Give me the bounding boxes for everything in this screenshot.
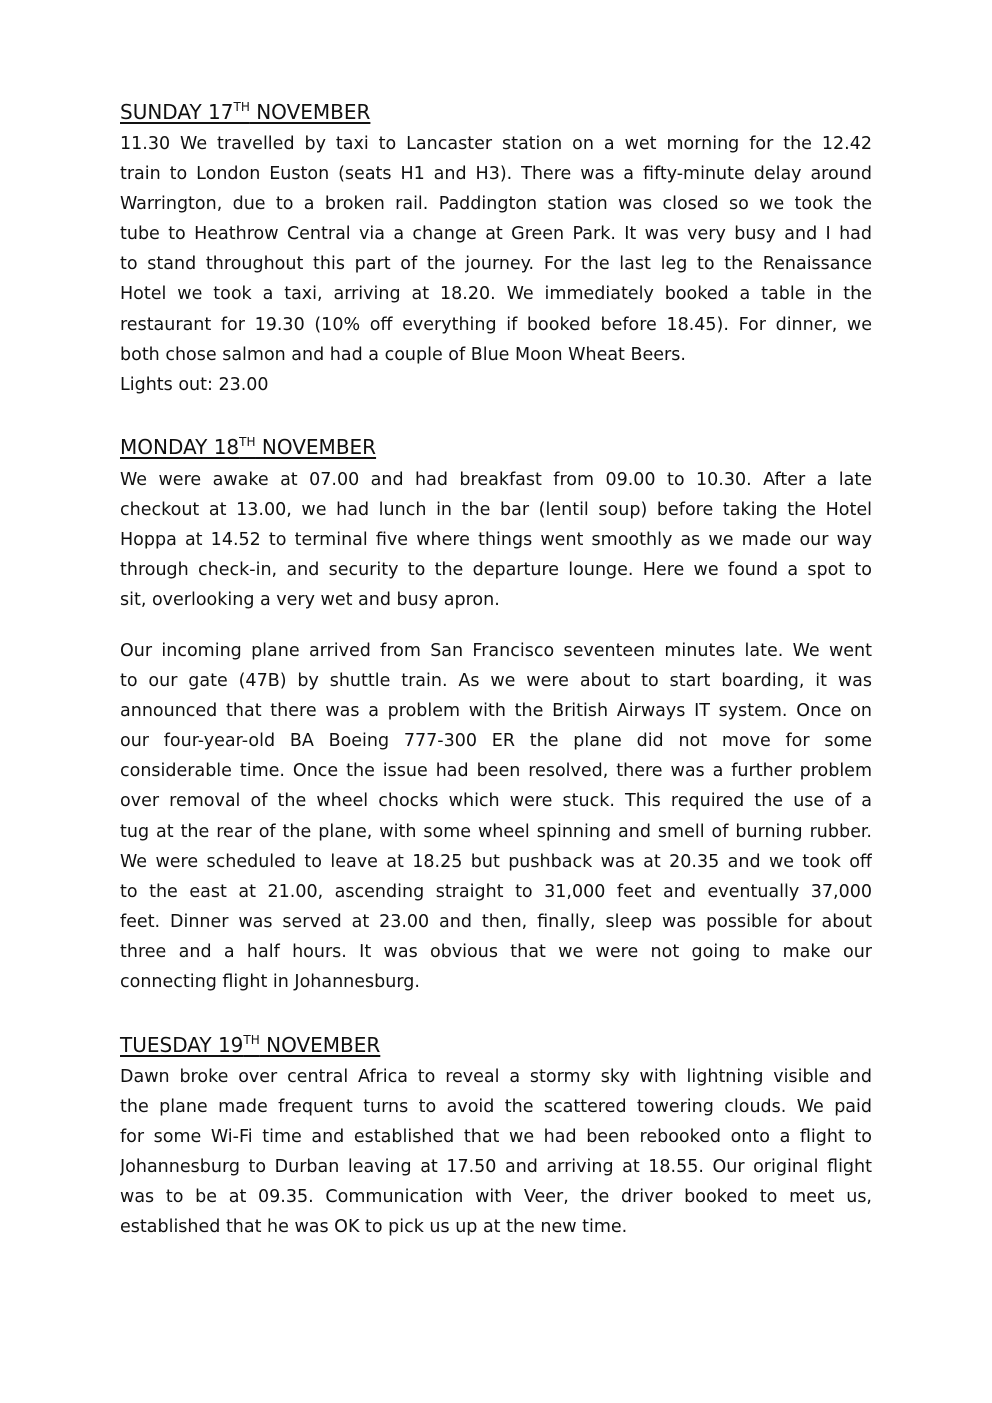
- text-line: over removal of the wheel chocks which were stuck. This required the use of a: [120, 791, 872, 812]
- paragraph: [120, 636, 872, 997]
- text-line: We were awake at 07.00 and had breakfast from 09.00 to 10.30. After a late: [120, 470, 872, 490]
- day-heading: [120, 432, 872, 462]
- text-line: our four-year-old BA Boeing 777-300 ER the plane did not move for some: [120, 731, 872, 752]
- text-line: through check-in, and security to the departure lounge. Here we found a spot to: [120, 560, 872, 581]
- text-line: We were scheduled to leave at 18.25 but pushback was at 20.35 and we took off: [120, 851, 872, 872]
- text-line: connecting flight in Johannesburg.: [120, 972, 420, 993]
- text-line: Dawn broke over central Africa to reveal a stormy sky with lightning visible and: [120, 1067, 872, 1087]
- text-line: for some Wi-Fi time and established that we had been rebooked onto a flight to: [120, 1127, 872, 1148]
- paragraph: [120, 465, 872, 615]
- heading-ordinal: TH: [239, 435, 256, 449]
- day-heading-text: [120, 435, 376, 459]
- text-line: announced that there was a problem with the British Airways IT system. Once on: [120, 701, 872, 722]
- text-line: 11.30 We travelled by taxi to Lancaster station on a wet morning for the 12.42: [120, 134, 872, 154]
- text-line: was to be at 09.35. Communication with Veer, the driver booked to meet us,: [120, 1187, 872, 1208]
- text-line: three and a half hours. It was obvious that we were not going to make our: [120, 941, 872, 962]
- heading-month: NOVEMBER: [255, 435, 377, 459]
- text-line: considerable time. Once the issue had been resolved, there was a further problem: [120, 761, 872, 782]
- text-line: the plane made frequent turns to avoid the scattered towering clouds. We paid: [120, 1097, 872, 1118]
- text-line: Hotel we took a taxi, arriving at 18.20. We immediately booked a table in the: [120, 284, 872, 305]
- paragraph: [120, 1062, 872, 1243]
- text-line: both chose salmon and had a couple of Blue Moon Wheat Beers.: [120, 344, 686, 365]
- paragraph: [120, 129, 872, 400]
- day-heading: [120, 1030, 872, 1060]
- heading-day: TUESDAY 19: [120, 1033, 244, 1057]
- text-line: feet. Dinner was served at 23.00 and then, finally, sleep was possible for about: [120, 911, 872, 932]
- day-heading-text: [120, 100, 370, 124]
- text-line: train to London Euston (seats H1 and H3). There was a fifty-minute delay around: [120, 164, 872, 185]
- text-line: to stand throughout this part of the journey. For the last leg to the Renaissance: [120, 254, 872, 275]
- heading-day: MONDAY 18: [120, 435, 240, 459]
- heading-day: SUNDAY 17: [120, 100, 234, 124]
- day-heading-text: [120, 1033, 380, 1057]
- day-heading: [120, 97, 872, 127]
- text-line: Our incoming plane arrived from San Francisco seventeen minutes late. We went: [120, 641, 872, 661]
- heading-ordinal: TH: [243, 1033, 260, 1047]
- text-line: established that he was OK to pick us up at the new time.: [120, 1217, 628, 1238]
- heading-month: NOVEMBER: [249, 100, 371, 124]
- text-line: to the east at 21.00, ascending straight to 31,000 feet and eventually 37,000: [120, 881, 872, 902]
- text-line: Johannesburg to Durban leaving at 17.50 and arriving at 18.55. Our original flight: [120, 1157, 872, 1178]
- text-line: Hoppa at 14.52 to terminal five where things went smoothly as we made our way: [120, 530, 872, 551]
- text-line: sit, overlooking a very wet and busy apron.: [120, 590, 500, 611]
- text-line: tube to Heathrow Central via a change at Green Park. It was very busy and I had: [120, 224, 872, 245]
- text-line: tug at the rear of the plane, with some wheel spinning and smell of burning rubber.: [120, 821, 872, 842]
- heading-month: NOVEMBER: [259, 1033, 381, 1057]
- text-line: to our gate (47B) by shuttle train. As we were about to start boarding, it was: [120, 671, 872, 692]
- heading-ordinal: TH: [233, 100, 250, 114]
- text-line: Warrington, due to a broken rail. Paddington station was closed so we took the: [120, 194, 872, 215]
- text-line: restaurant for 19.30 (10% off everything if booked before 18.45). For dinner, we: [120, 314, 872, 335]
- text-line: Lights out: 23.00: [120, 374, 269, 395]
- text-line: checkout at 13.00, we had lunch in the bar (lentil soup) before taking the Hotel: [120, 500, 872, 521]
